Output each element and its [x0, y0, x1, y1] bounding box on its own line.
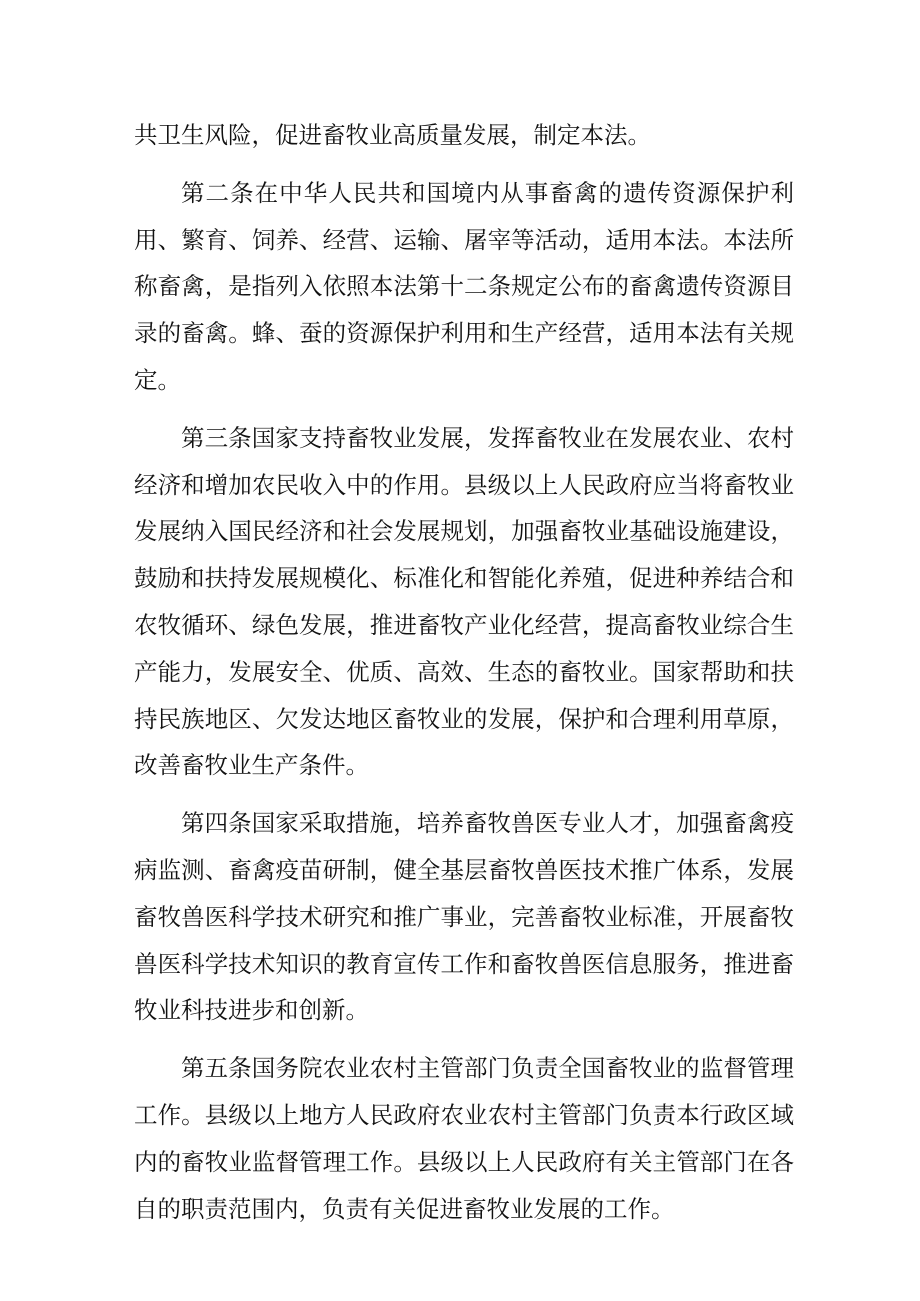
article-3-paragraph: 第三条国家支持畜牧业发展，发挥畜牧业在发展农业、农村经济和增加农民收入中的作用。县级以上人民政府应当将畜牧业发展纳入国民经济和社会发展规划，加强畜牧业基础设施建设，鼓励和扶持发展规模化、标准化和智能化养殖，促进种养结合和农牧循环、绿色发展，推进畜牧产业化经营，提高畜牧业综合生产能力，发展安全、优质、高效、生态的畜牧业。国家帮助和扶持民族地区、欠发达地区畜牧业的发展，保护和合理利用草原，改善畜牧业生产条件。 [134, 423, 794, 780]
document-body [134, 112, 794, 1232]
article-4-paragraph: 第四条国家采取措施，培养畜牧兽医专业人才，加强畜禽疫病监测、畜禽疫苗研制，健全基层畜牧兽医技术推广体系，发展畜牧兽医科学技术研究和推广事业，完善畜牧业标准，开展畜牧兽医科学技术知识的教育宣传工作和畜牧兽医信息服务，推进畜牧业科技进步和创新。 [134, 809, 794, 1025]
article-2-paragraph: 第二条在中华人民共和国境内从事畜禽的遗传资源保护利用、繁育、饲养、经营、运输、屠宰等活动，适用本法。本法所称畜禽，是指列入依照本法第十二条规定公布的畜禽遗传资源目录的畜禽。蜂、蚕的资源保护利用和生产经营，适用本法有关规定。 [134, 178, 794, 394]
article-5-paragraph: 第五条国务院农业农村主管部门负责全国畜牧业的监督管理工作。县级以上地方人民政府农业农村主管部门负责本行政区域内的畜牧业监督管理工作。县级以上人民政府有关主管部门在各自的职责范围内，负责有关促进畜牧业发展的工作。 [134, 1054, 794, 1223]
paragraph-continuation: 共卫生风险，促进畜牧业高质量发展，制定本法。 [134, 121, 651, 149]
